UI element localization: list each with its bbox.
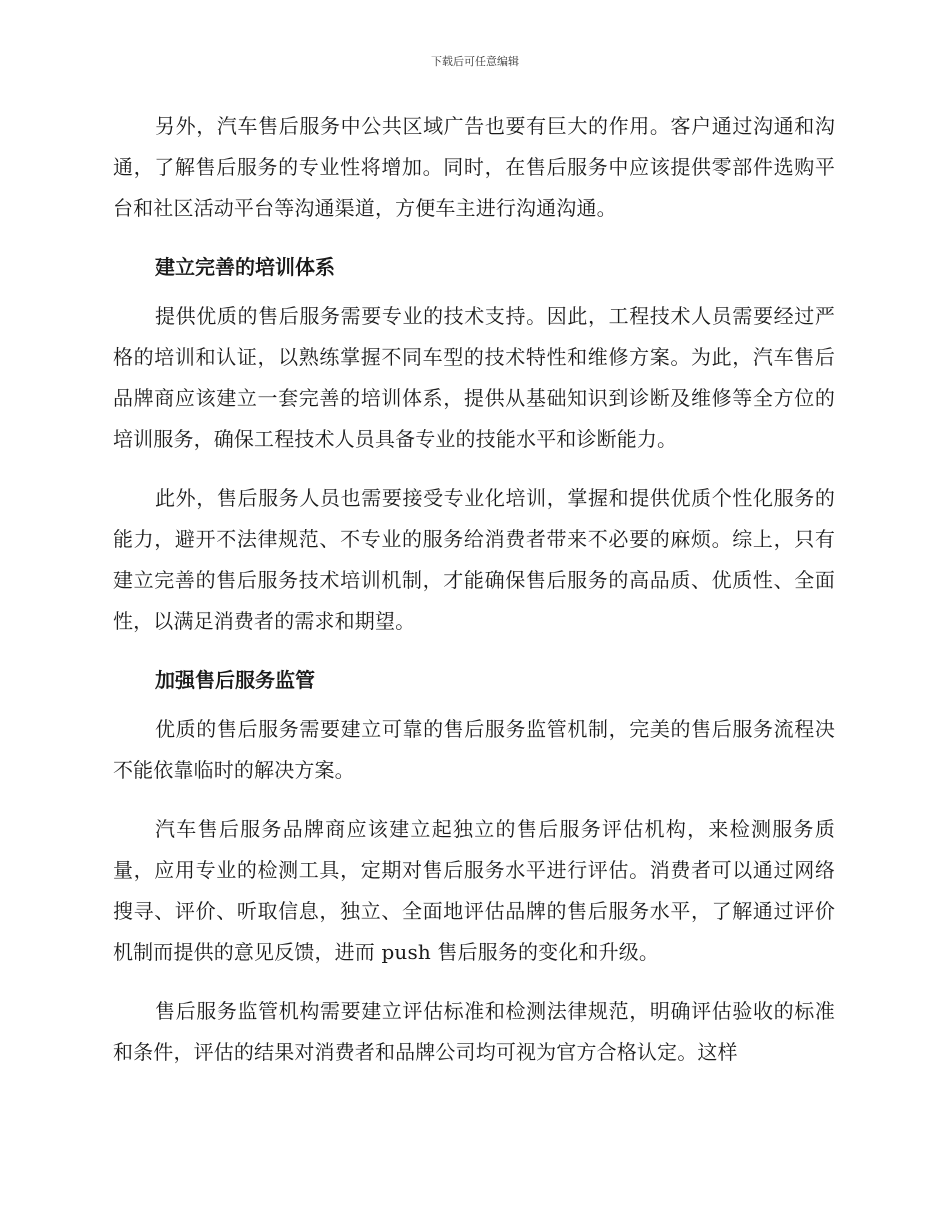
document-body (113, 106, 835, 1091)
paragraph-supervision-mechanism: 优质的售后服务需要建立可靠的售后服务监管机制，完美的售后服务流程决不能依靠临时的解决方案。 (113, 717, 835, 782)
page-header: 下载后可任意编辑 (431, 55, 519, 68)
paragraph-evaluation-agency: 汽车售后服务品牌商应该建立起独立的售后服务评估机构，来检测服务质量，应用专业的检测工具，定期对售后服务水平进行评估。消费者可以通过网络搜寻、评价、听取信息，独立、全面地评估品牌的售后服务水平，了解通过评价机制而提供的意见反馈，进而 push 售后服务的变化和升级。 (113, 817, 835, 964)
section-heading-training-system: 建立完善的培训体系 (155, 255, 335, 279)
paragraph-evaluation-standards: 售后服务监管机构需要建立评估标准和检测法律规范，明确评估验收的标准和条件，评估的结果对消费者和品牌公司均可视为官方合格认定。这样 (113, 999, 835, 1064)
paragraph-technical-support: 提供优质的售后服务需要专业的技术支持。因此，工程技术人员需要经过严格的培训和认证，以熟练掌握不同车型的技术特性和维修方案。为此，汽车售后品牌商应该建立一套完善的培训体系，提供从基础知识到诊断及维修等全方位的培训服务，确保工程技术人员具备专业的技能水平和诊断能力。 (113, 304, 835, 451)
paragraph-public-area-ads: 另外，汽车售后服务中公共区域广告也要有巨大的作用。客户通过沟通和沟通，了解售后服务的专业性将增加。同时，在售后服务中应该提供零部件选购平台和社区活动平台等沟通渠道，方便车主进行沟通沟通。 (113, 114, 835, 220)
paragraph-service-staff-training: 此外，售后服务人员也需要接受专业化培训，掌握和提供优质个性化服务的能力，避开不法律规范、不专业的服务给消费者带来不必要的麻烦。综上，只有建立完善的售后服务技术培训机制，才能确保售后服务的高品质、优质性、全面性，以满足消费者的需求和期望。 (113, 486, 835, 633)
section-heading-service-supervision: 加强售后服务监管 (155, 668, 315, 692)
